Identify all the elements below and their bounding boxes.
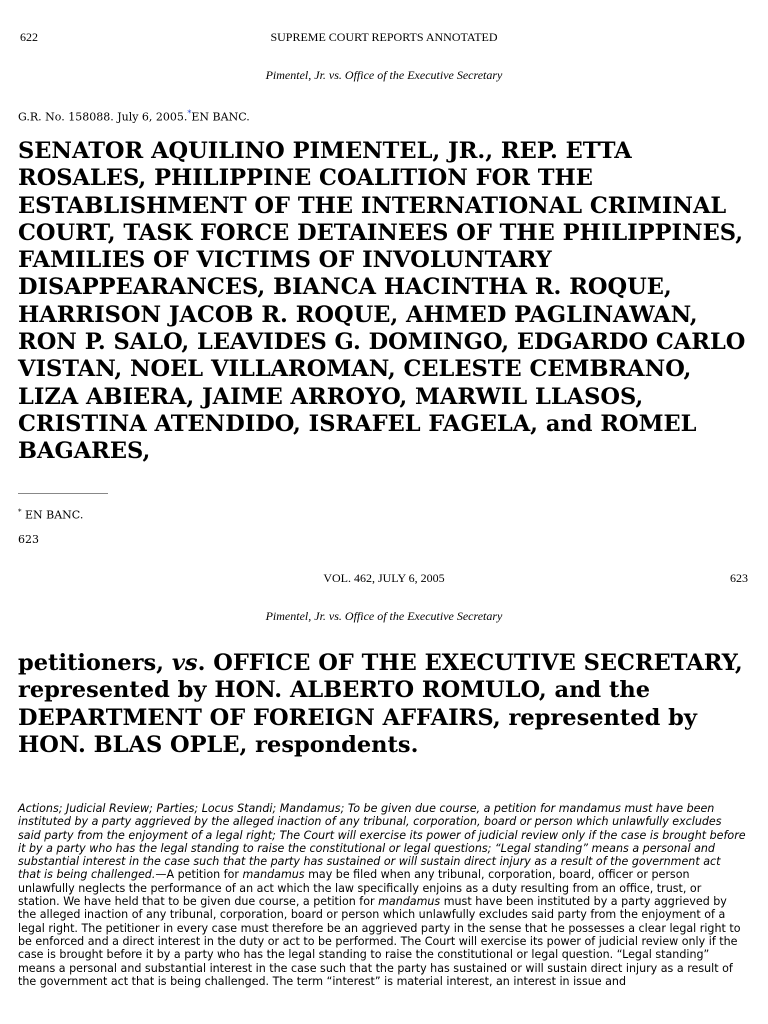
page-break-marker: 623 xyxy=(18,533,39,546)
headnote: Actions; Judicial Review; Parties; Locus Standi; Mandamus; To be given due course, a petition for mandamus must have been instituted by a party aggrieved by the alleged inaction of any tribunal, corporation, board or person which unlawfully excludes said party from the enjoyment of a legal right; The Court will exercise its power of judicial review only if the case is brought before it by a party who has the legal standing to raise the constitutional or legal questions; “Legal standing” means a personal and substantial interest in the case such that the party has sustained or will sustain direct injury as a result of the government act that is being challenged. xyxy=(18,802,746,882)
page-number: 623 xyxy=(730,571,748,585)
versus: vs xyxy=(171,650,198,676)
parties-continuation xyxy=(18,650,758,759)
mandamus-term: mandamus xyxy=(378,895,441,909)
petitioners-text: petitioners, xyxy=(18,650,172,676)
mandamus-term: mandamus xyxy=(242,868,305,882)
case-title-line: Pimentel, Jr. vs. Office of the Executive Secretary xyxy=(265,68,503,82)
respondents-text: . OFFICE OF THE EXECUTIVE SECRETARY, represented by HON. ALBERTO ROMULO, and the DEPARTMENT OF FOREIGN AFFAIRS, represented by HON. BLAS OPLE, respondents. xyxy=(18,650,743,758)
gr-number-line xyxy=(18,109,250,124)
gr-number: G.R. No. 158088. July 6, 2005. xyxy=(18,110,188,124)
volume-line: VOL. 462, JULY 6, 2005 xyxy=(323,571,445,585)
syllabus-body: —A petition for xyxy=(155,868,243,882)
footnote-marker: * xyxy=(18,508,22,516)
footnote-text: EN BANC. xyxy=(25,508,84,522)
footnote-link[interactable]: * xyxy=(187,109,192,118)
case-title-line: Pimentel, Jr. vs. Office of the Executive Secretary xyxy=(265,609,503,623)
parties-heading: SENATOR AQUILINO PIMENTEL, JR., REP. ETTA ROSALES, PHILIPPINE COALITION FOR THE ESTABLISHMENT OF THE INTERNATIONAL CRIMINAL COURT, TASK FORCE DETAINEES OF THE PHILIPPINES, FAMILIES OF VICTIMS OF INVOLUNTARY DISAPPEARANCES, BIANCA HACINTHA R. ROQUE, HARRISON JACOB R. ROQUE, AHMED PAGLINAWAN, RON P. SALO, LEAVIDES G. DOMINGO, EDGARDO CARLO VISTAN, NOEL VILLAROMAN, CELESTE CEMBRANO, LIZA ABIERA, JAIME ARROYO, MARWIL LLASOS, CRISTINA ATENDIDO, ISRAFEL FAGELA, and ROMEL BAGARES, xyxy=(18,138,746,465)
footnote xyxy=(18,508,83,522)
syllabus-body: must have been instituted by a party aggrieved by the alleged inaction of any tribunal, corporation, board or person which unlawfully excludes said party from the enjoyment of a legal right. The petitioner in every case must therefore be an aggrieved party in the sense that he possesses a clear legal right to be enforced and a direct interest in the duty or act to be performed. The Court will exercise its power of judicial review only if the case is brought before it by a party who has the legal standing to raise the constitutional or legal question. “Legal standing” means a personal and substantial interest in the case such that the party has sustained or will sustain direct injury as a result of the government act that is being challenged. The term “interest” is material interest, an interest in issue and xyxy=(18,895,741,988)
syllabus-body: may be filed when any tribunal, corporation, board, officer or person unlawfully neglects the performance of an act which the law specifically enjoins as a duty resulting from an office, trust, or station. We have held that to be given due course, a petition for xyxy=(18,868,702,909)
page-number: 622 xyxy=(20,30,38,44)
syllabus-paragraph xyxy=(18,802,746,988)
reporter-title: SUPREME COURT REPORTS ANNOTATED xyxy=(270,30,498,44)
footnote-divider xyxy=(18,493,108,494)
en-banc-label: EN BANC. xyxy=(191,110,250,124)
